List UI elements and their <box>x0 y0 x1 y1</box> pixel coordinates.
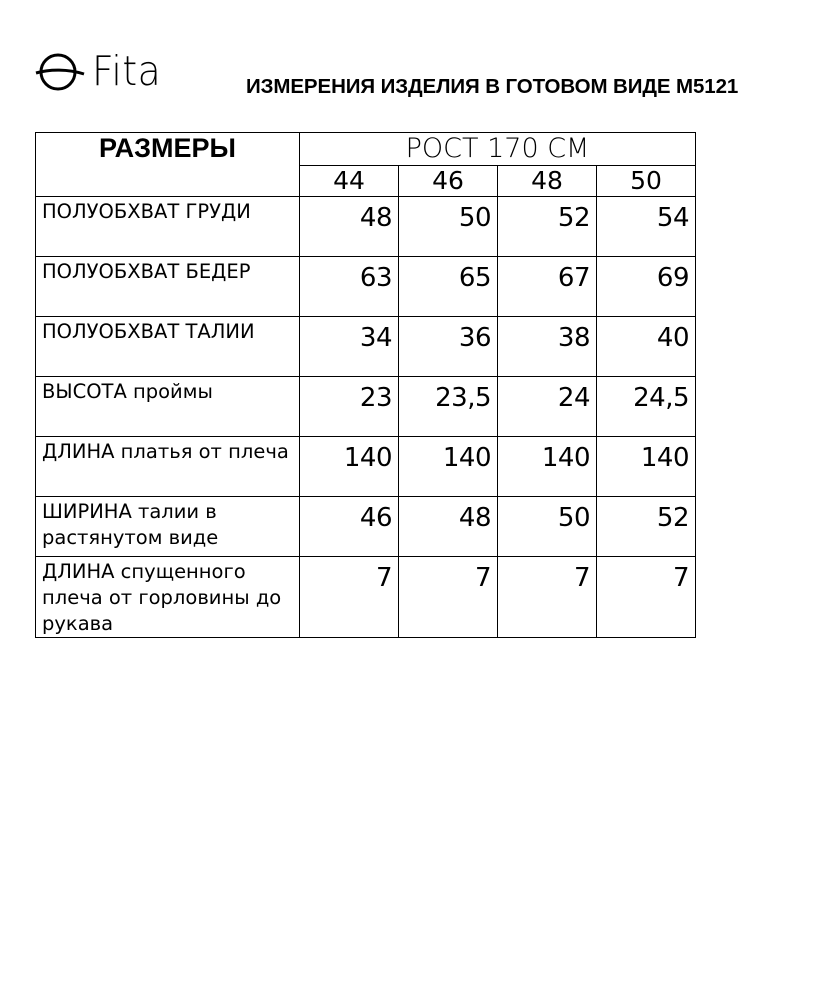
growth-header: РОСТ 170 СМ <box>300 133 696 166</box>
size-header: 48 <box>498 166 597 197</box>
document-title: ИЗМЕРЕНИЯ ИЗДЕЛИЯ В ГОТОВОМ ВИДЕ М5121 <box>246 75 739 98</box>
row-label: ВЫСОТА проймы <box>36 377 300 437</box>
row-label: ПОЛУОБХВАТ БЕДЕР <box>36 257 300 317</box>
table-cell: 40 <box>597 317 696 377</box>
size-header: 46 <box>399 166 498 197</box>
table-cell: 63 <box>300 257 399 317</box>
row-label: ДЛИНА платья от плеча <box>36 437 300 497</box>
table-cell: 48 <box>300 197 399 257</box>
sizes-header: РАЗМЕРЫ <box>36 133 300 197</box>
table-cell: 48 <box>399 497 498 557</box>
row-label: ШИРИНА талии в растянутом виде <box>36 497 300 557</box>
table-cell: 67 <box>498 257 597 317</box>
brand-logo <box>34 46 167 96</box>
table-cell: 7 <box>300 557 399 638</box>
table-cell: 50 <box>399 197 498 257</box>
table-cell: 46 <box>300 497 399 557</box>
table-header-row <box>36 133 696 166</box>
table-cell: 54 <box>597 197 696 257</box>
table-cell: 7 <box>498 557 597 638</box>
table-cell: 34 <box>300 317 399 377</box>
table-row <box>36 197 696 257</box>
table-cell: 7 <box>399 557 498 638</box>
table-cell: 140 <box>498 437 597 497</box>
size-header: 50 <box>597 166 696 197</box>
table-cell: 69 <box>597 257 696 317</box>
measurements-table <box>35 132 696 638</box>
table-cell: 24,5 <box>597 377 696 437</box>
size-header: 44 <box>300 166 399 197</box>
table-cell: 23,5 <box>399 377 498 437</box>
table-cell: 7 <box>597 557 696 638</box>
row-label: ПОЛУОБХВАТ ТАЛИИ <box>36 317 300 377</box>
table-cell: 38 <box>498 317 597 377</box>
table-row <box>36 257 696 317</box>
table-row <box>36 497 696 557</box>
row-label: ДЛИНА спущенного плеча от горловины до рукава <box>36 557 300 638</box>
table-cell: 140 <box>399 437 498 497</box>
fita-globe-logo-icon <box>34 48 86 94</box>
table-cell: 36 <box>399 317 498 377</box>
table-cell: 23 <box>300 377 399 437</box>
table-cell: 140 <box>300 437 399 497</box>
table-cell: 65 <box>399 257 498 317</box>
table-cell: 52 <box>498 197 597 257</box>
table-row <box>36 317 696 377</box>
row-label: ПОЛУОБХВАТ ГРУДИ <box>36 197 300 257</box>
table-cell: 140 <box>597 437 696 497</box>
table-row <box>36 557 696 638</box>
table-cell: 52 <box>597 497 696 557</box>
table-cell: 50 <box>498 497 597 557</box>
table-row <box>36 377 696 437</box>
brand-name: Fita <box>92 46 162 95</box>
table-row <box>36 437 696 497</box>
table-cell: 24 <box>498 377 597 437</box>
